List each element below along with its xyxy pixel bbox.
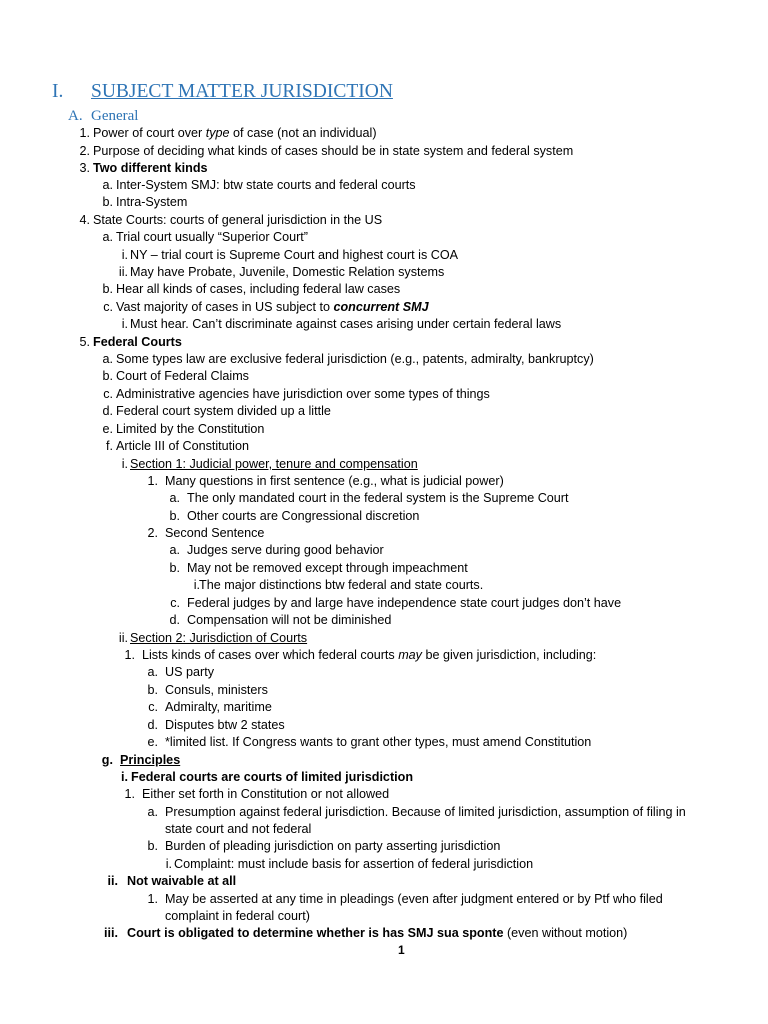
text-run: The only mandated court in the federal system is the Supreme Court — [187, 491, 569, 505]
list-item-text — [93, 212, 382, 229]
list-marker: i. — [121, 457, 128, 471]
text-run: Presumption against federal jurisdiction. Because of limited jurisdiction, assumption of filing in — [165, 805, 686, 819]
text-run: Disputes btw 2 states — [165, 718, 285, 732]
list-item-text — [130, 264, 444, 281]
list-marker: 2. — [79, 144, 90, 158]
list-marker: a. — [169, 491, 180, 505]
page-heading: SUBJECT MATTER JURISDICTION — [91, 81, 393, 102]
list-item-text — [93, 334, 182, 351]
list-marker: 1. — [147, 892, 158, 906]
list-item-text — [116, 177, 416, 194]
list-item-text — [165, 804, 705, 821]
list-item-text — [116, 281, 400, 298]
text-run: Complaint: must include basis for assertion of federal jurisdiction — [174, 857, 534, 871]
list-item-text — [116, 438, 249, 455]
list-item-text — [165, 473, 504, 490]
list-marker: b. — [102, 369, 113, 383]
text-run: Hear all kinds of cases, including federal law cases — [116, 282, 401, 296]
text-run: Article III of Constitution — [116, 439, 249, 453]
list-item-text — [142, 786, 389, 803]
list-item-text — [187, 508, 419, 525]
text-run: Federal court system divided up a little — [116, 404, 331, 418]
text-run: Not waivable at all — [127, 874, 237, 888]
text-run: Federal courts are courts of limited jurisdiction — [131, 770, 414, 784]
list-marker: ii. — [118, 631, 128, 645]
list-item-text — [165, 699, 272, 716]
list-marker: a. — [102, 230, 113, 244]
list-item-text — [116, 368, 249, 385]
list-item-text — [93, 160, 208, 177]
list-marker: b. — [147, 839, 158, 853]
text-run: Other courts are Congressional discretion — [187, 509, 420, 523]
text-run: May be asserted at any time in pleadings (even after judgment entered or by Ptf who filed — [165, 892, 663, 906]
text-run: Inter-System SMJ: btw state courts and federal courts — [116, 178, 416, 192]
text-run: Limited by the Constitution — [116, 422, 265, 436]
section-marker: A. — [68, 108, 83, 124]
list-item-text — [165, 734, 591, 751]
list-marker: 1. — [79, 126, 90, 140]
text-run: state court and not federal — [165, 822, 312, 836]
text-run: NY – trial court is Supreme Court and highest court is COA — [130, 248, 459, 262]
text-run: Section 1: Judicial power, tenure and compensation — [130, 457, 418, 471]
text-run: Either set forth in Constitution or not allowed — [142, 787, 390, 801]
text-run: Federal Courts — [93, 335, 182, 349]
list-marker: i. — [121, 317, 128, 331]
list-marker: i. — [121, 248, 128, 262]
heading-marker: I. — [52, 81, 64, 102]
list-item-text — [142, 647, 596, 664]
list-marker: 4. — [79, 213, 90, 227]
list-item-text — [93, 125, 377, 142]
list-marker: e. — [102, 422, 113, 436]
list-item-text — [116, 403, 331, 420]
page-number: 1 — [398, 943, 405, 957]
list-marker: c. — [170, 596, 180, 610]
text-run: may — [398, 648, 422, 662]
list-marker: 5. — [79, 335, 90, 349]
list-marker: a. — [147, 805, 158, 819]
list-marker: a. — [102, 178, 113, 192]
text-run: of case (not an individual) — [229, 126, 377, 140]
list-marker: 3. — [79, 161, 90, 175]
text-run: Federal judges by and large have independence state court judges don’t have — [187, 596, 622, 610]
list-marker: ii. — [107, 874, 118, 888]
text-run: Section 2: Jurisdiction of Courts — [130, 631, 308, 645]
text-run: Vast majority of cases in US subject to — [116, 300, 334, 314]
text-run: Court of Federal Claims — [116, 369, 249, 383]
list-marker: d. — [102, 404, 113, 418]
list-marker: i. — [121, 770, 128, 784]
text-run: Some types law are exclusive federal jurisdiction (e.g., patents, admiralty, bankruptcy) — [116, 352, 594, 366]
list-item-text — [187, 560, 468, 577]
list-item-text — [165, 838, 500, 855]
list-item-text — [165, 682, 268, 699]
list-item-text — [187, 542, 384, 559]
list-item-text — [127, 925, 627, 942]
text-run: May not be removed except through impeachment — [187, 561, 468, 575]
list-marker: i. — [193, 578, 200, 592]
list-marker: b. — [169, 509, 180, 523]
text-run: (even without motion) — [503, 926, 628, 940]
list-marker: ii. — [118, 265, 128, 279]
list-item-text — [130, 456, 418, 473]
list-marker: 1. — [124, 648, 135, 662]
list-marker: f. — [106, 439, 113, 453]
list-marker: c. — [103, 300, 113, 314]
text-run: Admiralty, maritime — [165, 700, 272, 714]
list-item-text — [174, 856, 533, 873]
list-item-text — [131, 769, 413, 786]
list-item-text — [130, 630, 307, 647]
list-marker: 2. — [147, 526, 158, 540]
list-item-text — [116, 194, 187, 211]
list-item-text — [165, 891, 705, 908]
text-run: State Courts: courts of general jurisdiction in the US — [93, 213, 383, 227]
list-marker: b. — [147, 683, 158, 697]
text-run: The major distinctions btw federal and state courts. — [199, 578, 484, 592]
list-item-text — [116, 351, 594, 368]
text-run: *limited list. If Congress wants to grant other types, must amend Constitution — [165, 735, 592, 749]
list-marker: d. — [169, 613, 180, 627]
list-item-text — [120, 752, 180, 769]
text-run: Intra-System — [116, 195, 188, 209]
text-run: Trial court usually “Superior Court” — [116, 230, 308, 244]
list-item-text — [130, 316, 561, 333]
text-run: Power of court over — [93, 126, 206, 140]
list-item-text — [165, 821, 311, 838]
list-marker: c. — [103, 387, 113, 401]
list-item-text — [116, 229, 308, 246]
text-run: Consuls, ministers — [165, 683, 268, 697]
text-run: concurrent SMJ — [333, 300, 429, 314]
list-marker: iii. — [104, 926, 118, 940]
list-marker: i. — [165, 857, 172, 871]
text-run: type — [205, 126, 230, 140]
list-item-text — [187, 612, 391, 629]
list-item-text — [116, 299, 429, 316]
text-run: Purpose of deciding what kinds of cases should be in state system and federal system — [93, 144, 574, 158]
text-run: May have Probate, Juvenile, Domestic Relation systems — [130, 265, 445, 279]
list-marker: b. — [102, 282, 113, 296]
list-item-text — [165, 664, 214, 681]
section-heading: General — [91, 108, 139, 124]
text-run: Judges serve during good behavior — [187, 543, 384, 557]
text-run: Court is obligated to determine whether is has SMJ sua sponte — [127, 926, 504, 940]
text-run: Burden of pleading jurisdiction on party asserting jurisdiction — [165, 839, 501, 853]
list-item-text — [116, 421, 264, 438]
list-item-text — [165, 717, 285, 734]
list-item-text — [116, 386, 490, 403]
text-run: be given jurisdiction, including: — [421, 648, 597, 662]
list-item-text — [93, 143, 573, 160]
list-marker: a. — [147, 665, 158, 679]
list-item-text — [187, 595, 621, 612]
list-marker: g. — [101, 753, 113, 767]
list-marker: c. — [148, 700, 158, 714]
list-marker: d. — [147, 718, 158, 732]
list-item-text — [130, 247, 458, 264]
list-item-text — [165, 525, 264, 542]
list-marker: b. — [102, 195, 113, 209]
list-marker: e. — [147, 735, 158, 749]
list-marker: 1. — [124, 787, 135, 801]
text-run: Many questions in first sentence (e.g., what is judicial power) — [165, 474, 504, 488]
text-run: Administrative agencies have jurisdiction over some types of things — [116, 387, 490, 401]
list-marker: 1. — [147, 474, 158, 488]
list-item-text — [187, 490, 569, 507]
list-marker: a. — [169, 543, 180, 557]
list-marker: a. — [102, 352, 113, 366]
text-run: complaint in federal court) — [165, 909, 310, 923]
list-item-text — [127, 873, 236, 890]
text-run: Must hear. Can’t discriminate against cases arising under certain federal laws — [130, 317, 562, 331]
text-run: Lists kinds of cases over which federal courts — [142, 648, 399, 662]
list-item-text — [165, 908, 310, 925]
text-run: Principles — [120, 753, 181, 767]
list-item-text — [199, 577, 483, 594]
list-marker: b. — [169, 561, 180, 575]
text-run: Compensation will not be diminished — [187, 613, 392, 627]
text-run: Second Sentence — [165, 526, 265, 540]
text-run: Two different kinds — [93, 161, 208, 175]
text-run: US party — [165, 665, 214, 679]
